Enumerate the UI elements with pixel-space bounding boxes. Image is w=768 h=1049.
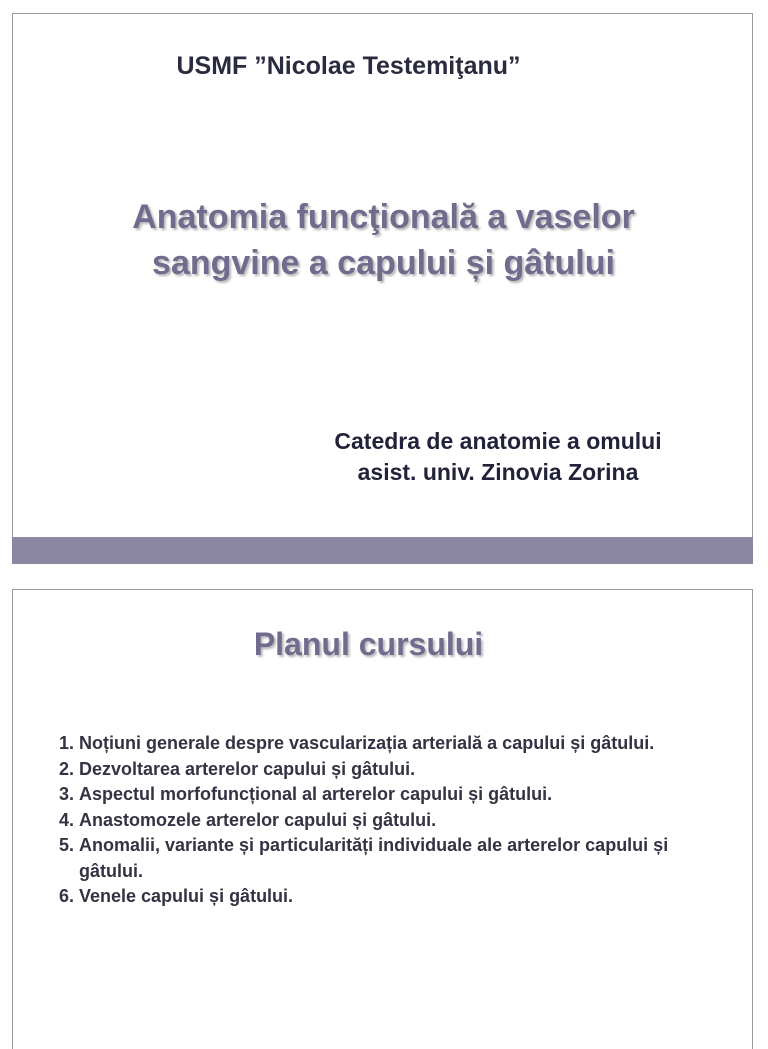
outline-slide xyxy=(12,589,753,1049)
outline-item: 5. Anomalii, variante și particularități individuale ale arterelor capului și gâtului. xyxy=(79,833,719,884)
title-slide xyxy=(12,13,753,564)
outline-title: Planul cursului xyxy=(253,626,484,662)
institution-name: USMF ”Nicolae Testemiţanu” xyxy=(176,52,521,80)
lecture-title-line-1: Anatomia funcţională a vaselor xyxy=(132,198,635,236)
outline-item: 2. Dezvoltarea arterelor capului și gâtului. xyxy=(79,757,719,783)
author-block xyxy=(263,426,733,488)
department-name: Catedra de anatomie a omului xyxy=(334,428,662,454)
slide-footer-bar xyxy=(12,537,753,564)
lecture-title-line-2: sangvine a capului și gâtului xyxy=(152,244,615,282)
outline-list xyxy=(54,731,719,910)
lecture-title xyxy=(13,194,754,286)
author-name: asist. univ. Zinovia Zorina xyxy=(357,459,639,485)
outline-item: 3. Aspectul morfofuncțional al arterelor capului și gâtului. xyxy=(79,782,719,808)
outline-item: 6. Venele capului și gâtului. xyxy=(79,884,719,910)
outline-item: 1. Noțiuni generale despre vascularizația arterială a capului și gâtului. xyxy=(79,731,719,757)
outline-item: 4. Anastomozele arterelor capului și gâtului. xyxy=(79,808,719,834)
